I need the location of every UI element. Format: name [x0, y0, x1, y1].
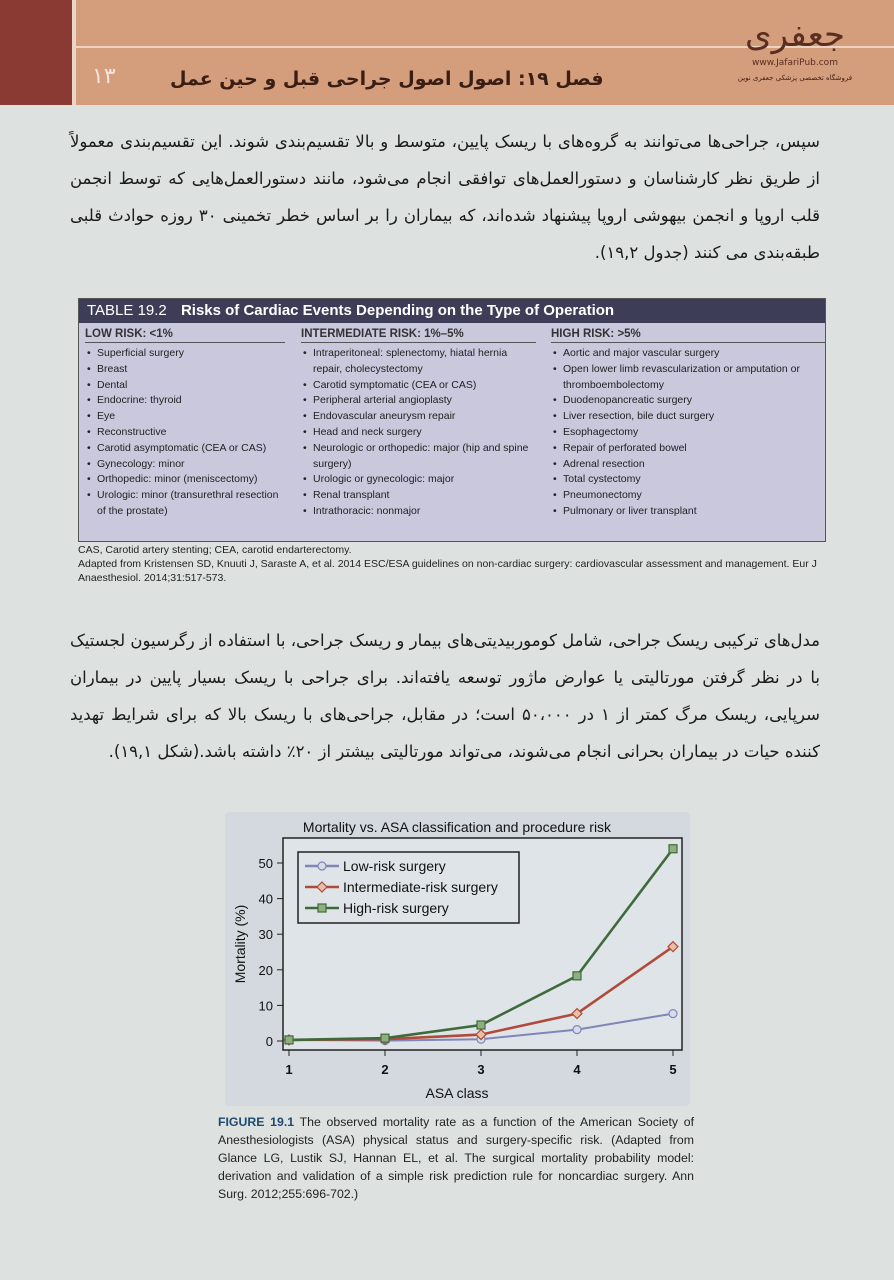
publisher-logo: [735, 12, 855, 102]
table-item: • Peripheral arterial angioplasty: [313, 393, 536, 409]
figure-caption: [218, 1113, 694, 1203]
data-point: [318, 904, 326, 912]
chart-svg: [225, 812, 690, 1106]
data-point: [573, 1026, 581, 1034]
table-item: • Aortic and major vascular surgery: [563, 346, 816, 362]
table-title: Risks of Cardiac Events Depending on the Type of Operation: [180, 302, 615, 319]
table-column: [301, 328, 536, 520]
table-item: • Pulmonary or liver transplant: [563, 504, 816, 520]
table-item: • Open lower limb revascularization or amputation or thromboembolectomy: [563, 362, 816, 394]
table-item: • Urologic: minor (transurethral resection of the prostate): [97, 488, 285, 520]
table-column: [551, 328, 816, 520]
column-header: INTERMEDIATE RISK: 1%–5%: [301, 328, 536, 343]
x-tick-label: 1: [285, 1062, 293, 1077]
y-tick-label: 30: [258, 927, 273, 943]
y-tick-label: 50: [258, 856, 273, 871]
table-item: • Reconstructive: [97, 425, 285, 441]
x-tick-label: 4: [573, 1062, 581, 1077]
y-tick-label: 0: [265, 1034, 273, 1049]
page-number: ۱۳: [92, 64, 116, 89]
y-tick-label: 20: [258, 962, 273, 978]
paragraph-models: مدل‌های ترکیبی ریسک جراحی، شامل کوموربیدیتی‌های بیمار و ریسک جراحی، با استفاده از رگرسیون لجستیک با در نظر گرفتن مورتالیتی یا عوارض ماژور توسعه یافته‌اند. برای جراحی با ریسک بسیار پایین در بیماران سرپایی، ریسک مرگ کمتر از ۱ در ۵۰،۰۰۰ است؛ در مقابل، جراحی‌های با ریسک بالا که برای شرایط تهدید کننده حیات در بیماران بحرانی انجام می‌شوند، می‌تواند مورتالیتی بیشتر از ۲۰٪ داشته باشد.(شکل ۱۹,۱).: [70, 631, 820, 761]
table-item: • Duodenopancreatic surgery: [563, 393, 816, 409]
table-item: • Dental: [97, 378, 285, 394]
table-item: • Repair of perforated bowel: [563, 441, 816, 457]
logo-subtitle: فروشگاه تخصصی پزشکی جعفری نوین: [737, 74, 853, 82]
table-column: [85, 328, 285, 520]
column-list: [551, 346, 816, 520]
table-item: • Orthopedic: minor (meniscectomy): [97, 472, 285, 488]
x-tick-label: 5: [669, 1062, 677, 1077]
legend-label: Intermediate-risk surgery: [343, 879, 498, 895]
table-notes: [78, 543, 824, 585]
data-point: [669, 845, 677, 853]
data-point: [381, 1034, 389, 1042]
table-item: • Neurologic or orthopedic: major (hip and spine surgery): [313, 441, 536, 473]
x-axis-label: ASA class: [425, 1085, 489, 1101]
data-point: [477, 1021, 485, 1029]
y-axis-label: Mortality (%): [232, 904, 248, 984]
table-item: • Breast: [97, 362, 285, 378]
table-item: • Endocrine: thyroid: [97, 393, 285, 409]
x-tick-label: 2: [381, 1062, 389, 1077]
data-point: [285, 1036, 293, 1044]
table-item: • Adrenal resection: [563, 457, 816, 473]
table-tag: TABLE 19.2: [87, 302, 167, 319]
table-item: • Endovascular aneurysm repair: [313, 409, 536, 425]
table-item: • Gynecology: minor: [97, 457, 285, 473]
table-item: • Carotid asymptomatic (CEA or CAS): [97, 441, 285, 457]
y-tick-label: 40: [258, 891, 273, 907]
column-list: [85, 346, 285, 520]
chapter-title: فصل ۱۹: اصول اصول جراحی قبل و حین عمل: [170, 68, 604, 90]
y-tick-label: 10: [258, 998, 273, 1014]
column-header: LOW RISK: <1%: [85, 328, 285, 343]
table-item: • Intrathoracic: nonmajor: [313, 504, 536, 520]
table-source-note: Adapted from Kristensen SD, Knuuti J, Saraste A, et al. 2014 ESC/ESA guidelines on non-cardiac surgery: cardiovascular assessment and management. Eur J Anaesthesiol. 2014;31:517-573.: [78, 558, 817, 584]
table-item: • Total cystectomy: [563, 472, 816, 488]
table-item: • Intraperitoneal: splenectomy, hiatal hernia repair, cholecystectomy: [313, 346, 536, 378]
page-edge: [0, 0, 72, 105]
paragraph-intro: سپس، جراحی‌ها می‌توانند به گروه‌های با ریسک پایین، متوسط و بالا تقسیم‌بندی شوند. این تقسیم‌بندی معمولاً از طریق نظر کارشناسان و دستورالعمل‌های توافقی انجام می‌شود، مانند دستورالعمل‌هایی که توسط انجمن قلب اروپا و انجمن بیهوشی اروپا پیشنهاد شده‌اند، که بیماران را بر اساس خطر تخمینی ۳۰ روزه حوادث قلبی طبقه‌بندی می کنند (جدول ۱۹,۲).: [70, 132, 820, 262]
data-point: [669, 1010, 677, 1018]
table-item: • Liver resection, bile duct surgery: [563, 409, 816, 425]
data-point: [573, 972, 581, 980]
table-item: • Pneumonectomy: [563, 488, 816, 504]
risk-table: [78, 298, 826, 542]
table-item: • Urologic or gynecologic: major: [313, 472, 536, 488]
table-header: [79, 299, 825, 323]
table-item: • Esophagectomy: [563, 425, 816, 441]
chart-title: Mortality vs. ASA classification and procedure risk: [302, 819, 612, 835]
table-item: • Carotid symptomatic (CEA or CAS): [313, 378, 536, 394]
mortality-chart: [225, 812, 690, 1106]
table-item: • Renal transplant: [313, 488, 536, 504]
legend-label: High-risk surgery: [343, 900, 449, 916]
column-list: [301, 346, 536, 520]
logo-url: www.JafariPub.com: [752, 58, 838, 68]
figure-caption-text: The observed mortality rate as a function of the American Society of Anesthesiologists (ASA) physical status and surgery-specific risk. (Adapted from Glance LG, Lustik SJ, Hannan EL, et al. The surgical mortality probability model: derivation and validation of a simple risk prediction rule for noncardiac surgery. Ann Surg. 2012;255:696-702.): [218, 1115, 694, 1201]
figure-label: FIGURE 19.1: [218, 1115, 295, 1129]
table-abbrev-note: CAS, Carotid artery stenting; CEA, carotid endarterectomy.: [78, 544, 352, 556]
logo-mark: جعفری: [745, 15, 845, 55]
data-point: [318, 862, 326, 870]
column-header: HIGH RISK: >5%: [551, 328, 826, 343]
table-item: • Eye: [97, 409, 285, 425]
table-item: • Superficial surgery: [97, 346, 285, 362]
table-item: • Head and neck surgery: [313, 425, 536, 441]
x-tick-label: 3: [477, 1062, 485, 1077]
legend-label: Low-risk surgery: [343, 858, 446, 874]
